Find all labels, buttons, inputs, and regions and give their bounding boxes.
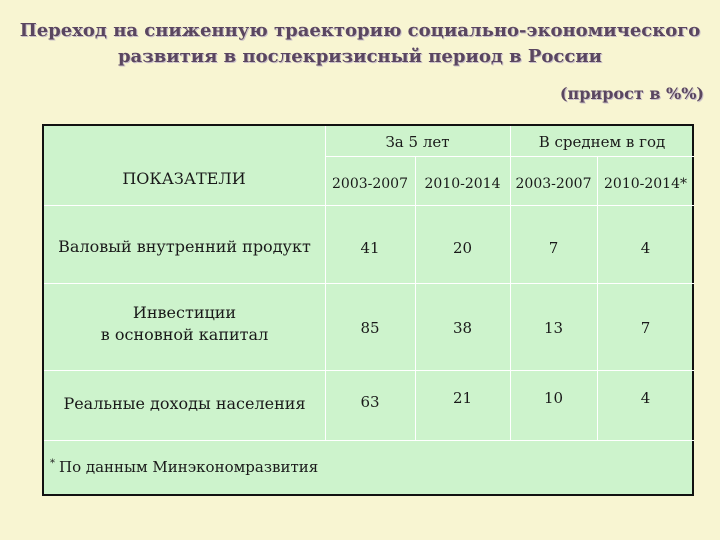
table-cell: 63 bbox=[360, 393, 380, 411]
table-cell: 4 bbox=[640, 239, 651, 257]
table-cell: 7 bbox=[548, 239, 559, 257]
table-cell: 41 bbox=[360, 239, 380, 257]
row-label-income: Реальные доходы населения bbox=[63, 394, 306, 413]
indicator-header: ПОКАЗАТЕЛИ bbox=[122, 169, 246, 188]
column-header: 2003-2007 bbox=[515, 176, 592, 192]
row-label-line: в основной капитал bbox=[100, 325, 269, 344]
table-cell: 38 bbox=[452, 319, 473, 337]
column-header: 2010-2014* bbox=[604, 176, 687, 192]
group-header-5-years: За 5 лет bbox=[385, 133, 450, 151]
table-cell: 13 bbox=[543, 319, 564, 337]
grid-line bbox=[44, 370, 694, 371]
row-label-investment bbox=[44, 302, 325, 346]
title-line-2: развития в послекризисный период в России bbox=[117, 46, 603, 67]
table-cell: 4 bbox=[640, 389, 651, 407]
group-header-annual: В среднем в год bbox=[538, 133, 666, 151]
grid-line bbox=[44, 283, 694, 284]
slide-title bbox=[0, 18, 720, 70]
table-cell: 7 bbox=[640, 319, 651, 337]
grid-line bbox=[44, 440, 694, 441]
column-header: 2010-2014 bbox=[424, 176, 501, 192]
footnote-marker: * bbox=[50, 458, 55, 469]
column-header: 2003-2007 bbox=[332, 176, 408, 192]
data-table bbox=[42, 124, 694, 496]
table-cell: 21 bbox=[452, 389, 473, 407]
grid-line bbox=[44, 205, 694, 206]
table-cell: 20 bbox=[452, 239, 473, 257]
footnote bbox=[50, 458, 318, 476]
table-cell: 10 bbox=[543, 389, 564, 407]
row-label-gdp: Валовый внутренний продукт bbox=[58, 237, 311, 256]
title-line-1: Переход на сниженную траекторию социально-экономического bbox=[19, 20, 701, 41]
table-cell: 85 bbox=[360, 319, 380, 337]
units-note: (прирост в %%) bbox=[559, 84, 704, 103]
row-label-line: Инвестиции bbox=[132, 303, 237, 322]
footnote-text: По данным Минэкономразвития bbox=[59, 458, 319, 476]
grid-line bbox=[325, 156, 694, 157]
